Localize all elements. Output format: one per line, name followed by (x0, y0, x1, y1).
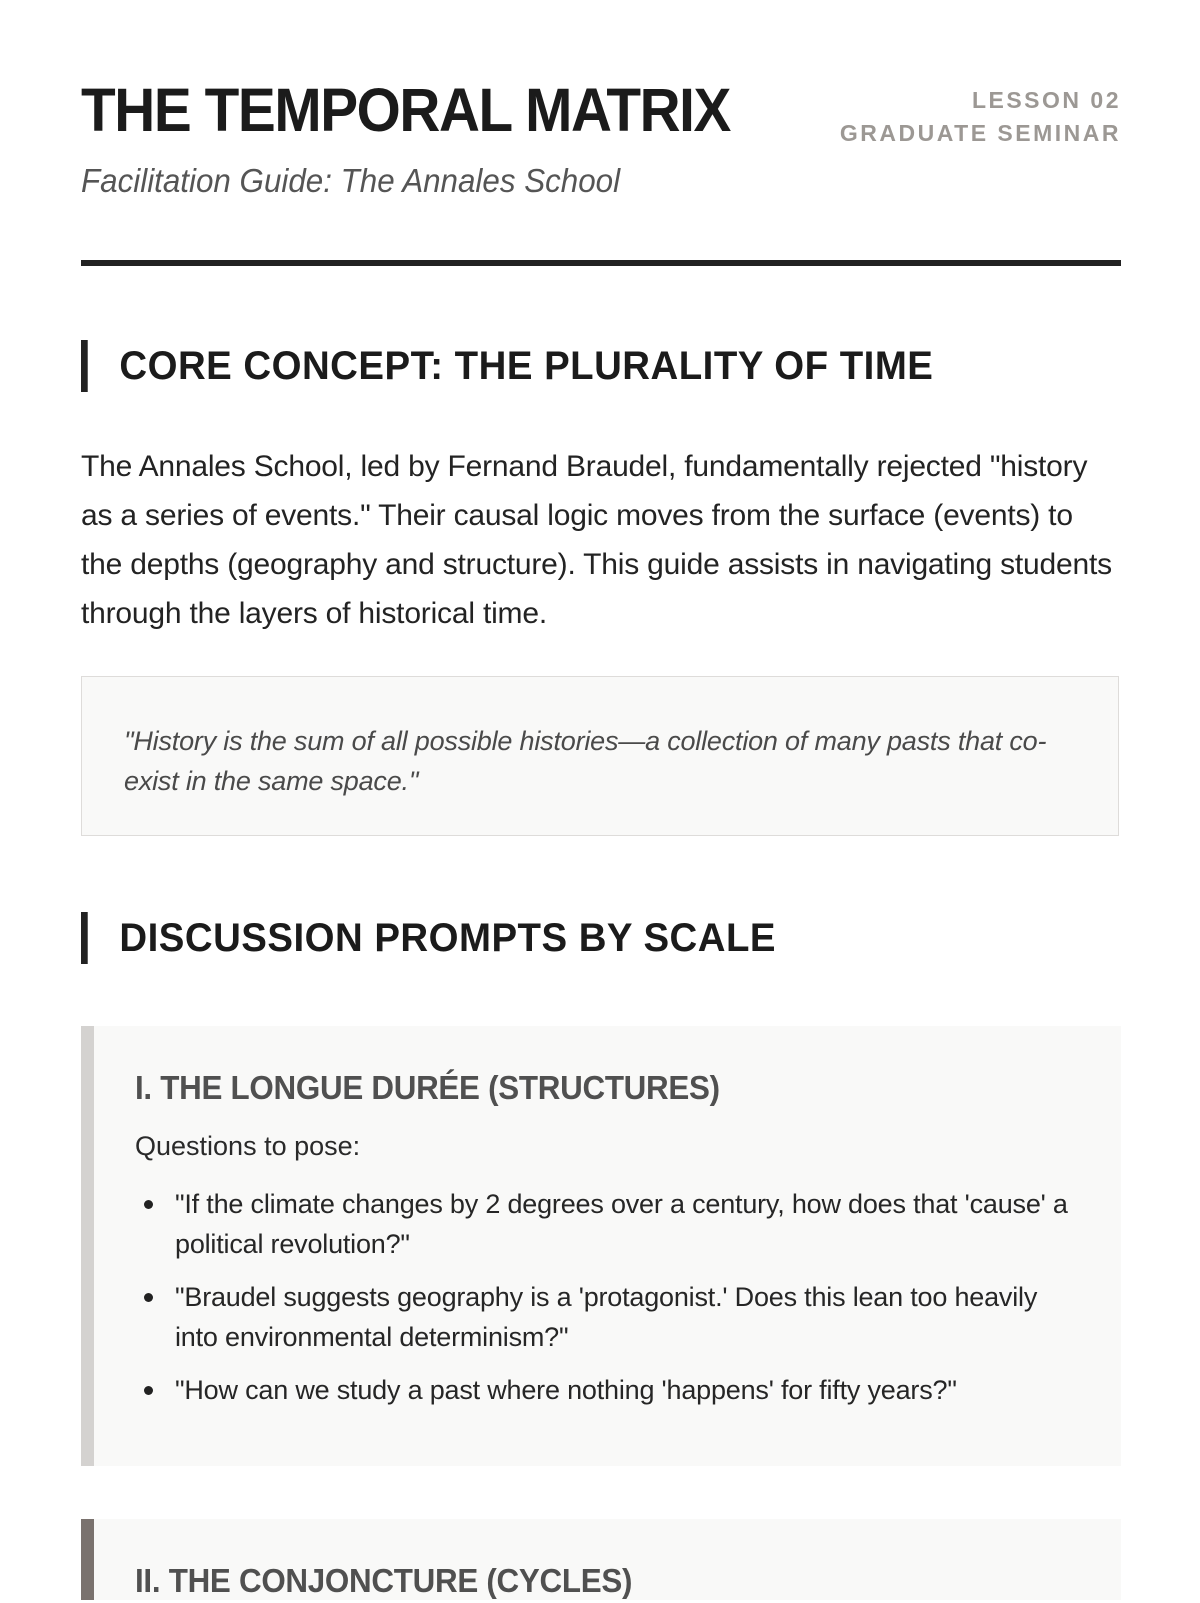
prompt-text: "If the climate changes by 2 degrees over a century, how does that 'cause' a political revolution?" (175, 1189, 1068, 1259)
prompt-text: "Braudel suggests geography is a 'protagonist.' Does this lean too heavily into environmental determinism?" (175, 1282, 1038, 1352)
bullet-icon (144, 1386, 153, 1395)
scale-card-conjoncture (81, 1519, 1121, 1600)
quote-box (81, 676, 1119, 836)
core-concept-heading: CORE CONCEPT: THE PLURALITY OF TIME (81, 340, 933, 392)
guide-header (81, 0, 1121, 268)
card-title: II. THE CONJONCTURE (CYCLES) (135, 1562, 633, 1599)
prompt-list (135, 1184, 1081, 1410)
title-divider (81, 260, 1121, 266)
prompt-item (175, 1277, 1081, 1357)
scale-card-longue-duree (81, 1026, 1121, 1466)
bullet-icon (144, 1293, 153, 1302)
bullet-icon (144, 1200, 153, 1209)
prompt-item (175, 1184, 1081, 1264)
lesson-meta (840, 84, 1121, 150)
document-title: THE TEMPORAL MATRIX (81, 76, 730, 144)
course-label: GRADUATE SEMINAR (839, 120, 1121, 146)
lesson-number: LESSON 02 (971, 87, 1121, 113)
card-intro: Questions to pose: (135, 1131, 361, 1161)
prompt-item (175, 1370, 1081, 1410)
document-subtitle: Facilitation Guide: The Annales School (81, 162, 621, 199)
discussion-heading: DISCUSSION PROMPTS BY SCALE (81, 912, 776, 964)
quote-text: "History is the sum of all possible histories—a collection of many pasts that co-exist in the same space." (124, 726, 1047, 796)
core-concept-body: The Annales School, led by Fernand Braudel, fundamentally rejected "history as a series of events." Their causal logic moves from the surface (events) to the depths (geography and structure). This guide assists in navigating students through the layers of historical time. (81, 450, 1112, 630)
card-title: I. THE LONGUE DURÉE (STRUCTURES) (135, 1069, 720, 1106)
prompt-text: "How can we study a past where nothing 'happens' for fifty years?" (175, 1375, 957, 1405)
guide-page (81, 0, 1121, 1599)
